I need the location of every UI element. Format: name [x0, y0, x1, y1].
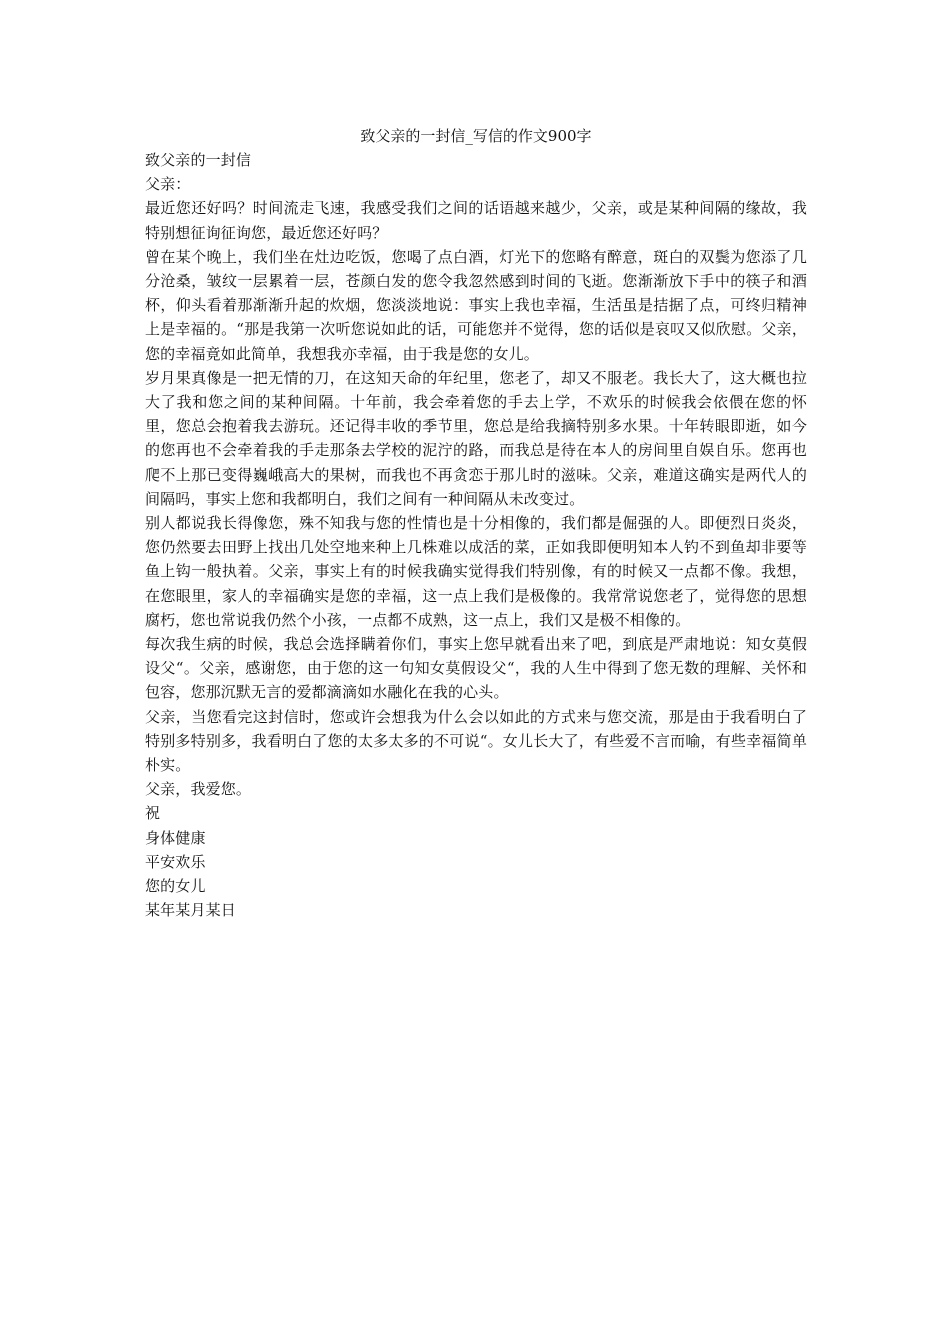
- paragraph-5: 每次我生病的时候，我总会选择瞒着你们，事实上您早就看出来了吧，到底是严肃地说：知女莫假设父“。父亲，感谢您，由于您的这一句知女莫假设父“，我的人生中得到了您无数的理解、关怀和包容，您那沉默无言的爱都滴滴如水融化在我的心头。: [145, 635, 807, 702]
- closing-wish-line-2: 平安欢乐: [145, 852, 206, 871]
- closing-wish: 祝: [145, 804, 161, 823]
- paragraph-2: 曾在某个晚上，我们坐在灶边吃饭，您喝了点白酒，灯光下的您略有醉意，斑白的双鬓为您添了几分沧桑，皱纹一层累着一层，苍颜白发的您令我忽然感到时间的飞逝。您渐渐放下手中的筷子和酒杯，仰头看着那渐渐升起的炊烟，您淡淡地说：事实上我也幸福，生活虽是拮据了点，可终归精神上是幸福的。“那是我第一次听您说如此的话，可能您并不觉得，您的话似是哀叹又似欣慰。父亲，您的幸福竟如此简单，我想我亦幸福，由于我是您的女儿。: [145, 247, 807, 363]
- signature: 您的女儿: [145, 877, 206, 896]
- document-page: [145, 124, 807, 923]
- document-title: 致父亲的一封信_写信的作文900字: [360, 127, 592, 145]
- paragraph-1: 最近您还好吗？时间流走飞速，我感受我们之间的话语越来越少，父亲，或是某种间隔的缘故，我特别想征询征询您，最近您还好吗？: [145, 199, 807, 242]
- paragraph-6: 父亲，当您看完这封信时，您或许会想我为什么会以如此的方式来与您交流，那是由于我看明白了特别多特别多，我看明白了您的太多太多的不可说“。女儿长大了，有些爱不言而喻，有些幸福简单朴实。: [145, 707, 807, 775]
- paragraph-3: 岁月果真像是一把无情的刀，在这知天命的年纪里，您老了，却又不服老。我长大了，这大概也拉大了我和您之间的某种间隔。十年前，我会牵着您的手去上学，不欢乐的时候我会依偎在您的怀里，您总会抱着我去游玩。还记得丰收的季节里，您总是给我摘特别多水果。十年转眼即逝，如今的您再也不会牵着我的手走那条去学校的泥泞的路，而我总是待在本人的房间里自娱自乐。您再也爬不上那已变得巍峨高大的果树，而我也不再贪恋于那儿时的滋味。父亲，难道这确实是两代人的间隔吗，事实上您和我都明白，我们之间有一种间隔从未改变过。: [145, 368, 807, 508]
- letter-heading: 致父亲的一封信: [145, 151, 252, 169]
- paragraph-7: 父亲，我爱您。: [145, 780, 252, 799]
- closing-wish-line-1: 身体健康: [145, 828, 206, 847]
- paragraph-4: 别人都说我长得像您，殊不知我与您的性情也是十分相像的，我们都是倔强的人。即便烈日炎炎，您仍然要去田野上找出几处空地来种上几株难以成活的菜，正如我即便明知本人钓不到鱼却非要等鱼上钩一般执着。父亲，事实上有的时候我确实觉得我们特别像，有的时候又一点都不像。我想，在您眼里，家人的幸福确实是您的幸福，这一点上我们是极像的。我常常说您老了，觉得您的思想腐朽，您也常说我仍然个小孩，一点都不成熟，这一点上，我们又是极不相像的。: [145, 514, 807, 629]
- letter-date: 某年某月某日: [145, 901, 236, 920]
- letter-salutation: 父亲：: [145, 175, 191, 194]
